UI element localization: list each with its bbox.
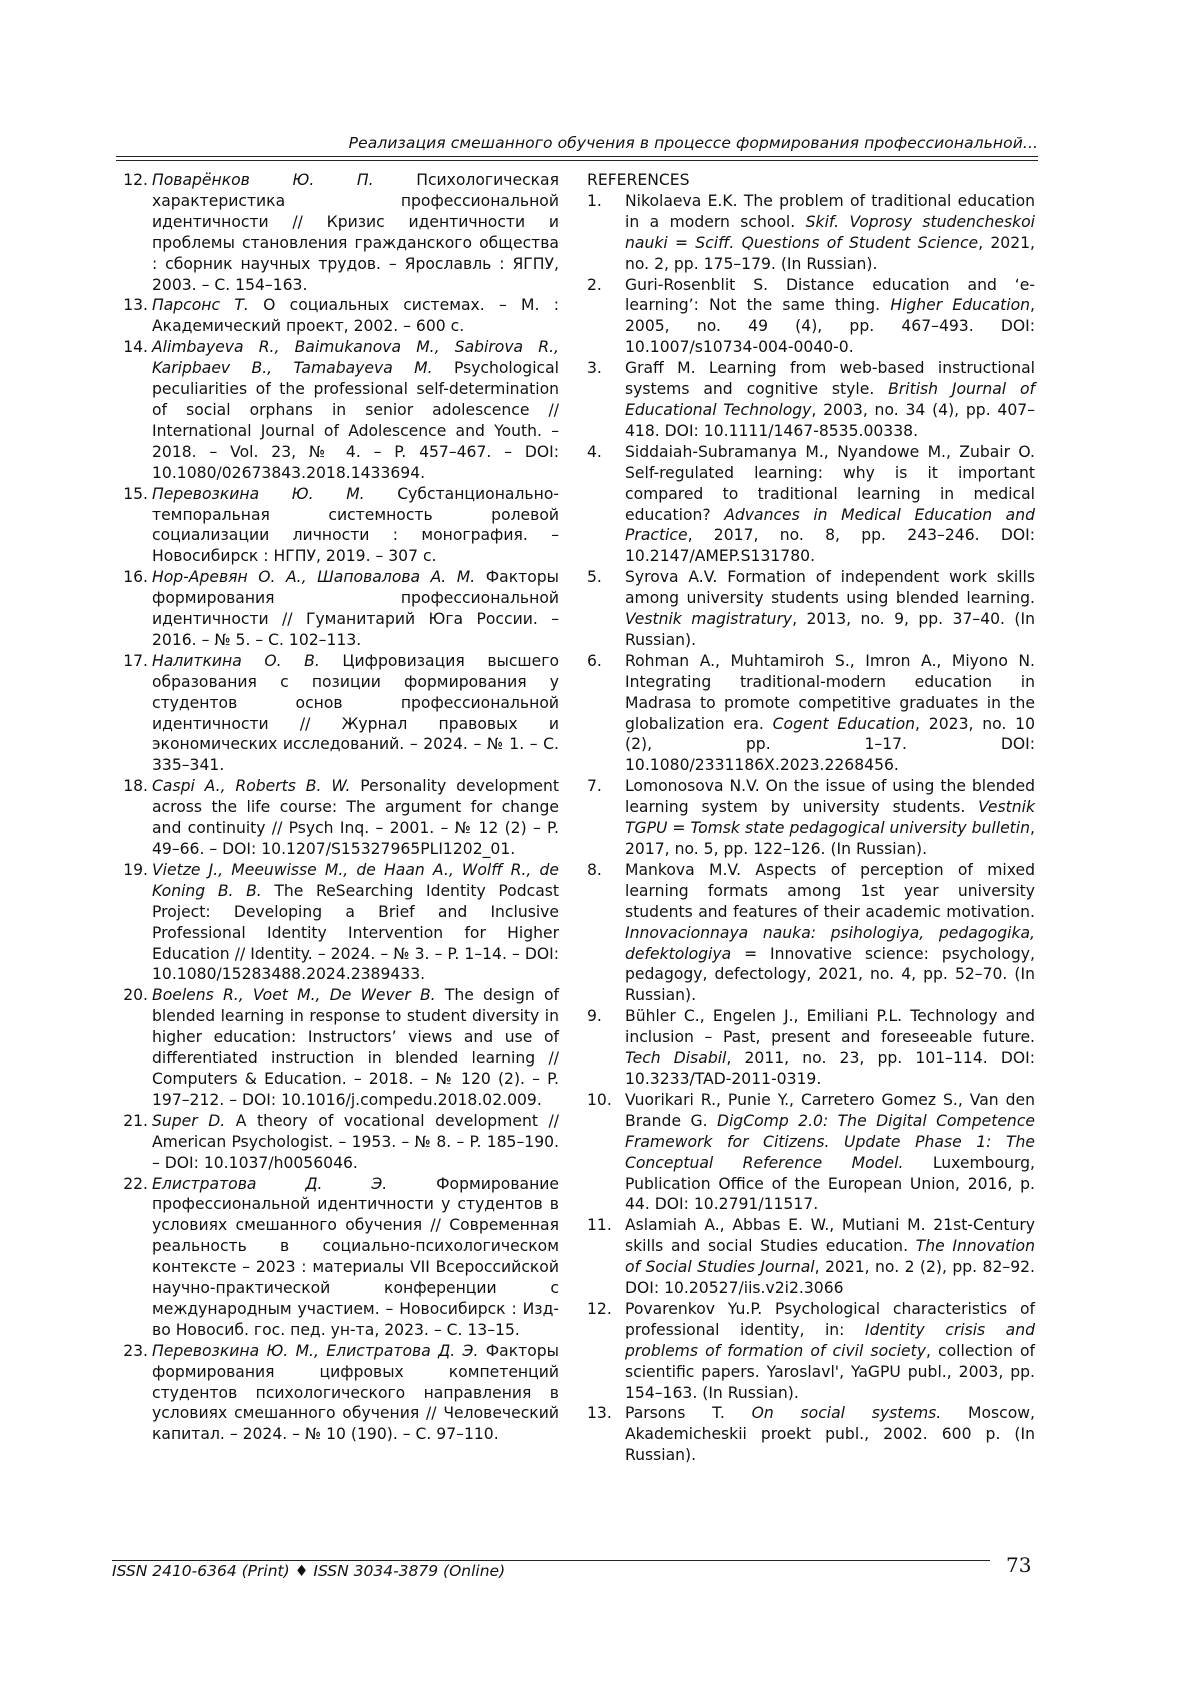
- reference-authors: Налиткина О. В.: [152, 651, 320, 670]
- reference-text: , collection of scientific papers. Yaroslavl', YaGPU publ., 2003, pp. 154–163. (In Russian).: [625, 1341, 1035, 1402]
- reference-text: Moscow, Akademicheskii proekt publ., 2002. 600 p. (In Russian).: [625, 1404, 1035, 1465]
- reference-number: 20.: [123, 986, 148, 1005]
- reference-item: [112, 1174, 559, 1341]
- reference-text: A theory of vocational development // American Psychologist. – 1953. – № 8. – P. 185–190. – DOI: 10.1037/h0056046.: [152, 1111, 559, 1172]
- header-rule: [116, 156, 1038, 161]
- reference-text: , 2005, no. 49 (4), pp. 467–493. DOI: 10.1007/s10734-004-0040-0.: [625, 296, 1036, 357]
- reference-number: 14.: [123, 338, 148, 357]
- reference-item: [587, 358, 1035, 442]
- reference-authors: Нор-Аревян О. А., Шаповалова А. М.: [152, 568, 476, 587]
- reference-item: [112, 985, 559, 1110]
- reference-number: 13.: [587, 1404, 612, 1423]
- reference-authors: Alimbayeva R., Baimukanova M., Sabirova R., Karipbaev B., Tamabayeva M.: [152, 338, 559, 378]
- reference-source-title: DigComp 2.0: The Digital Competence Framework for Citizens. Update Phase 1: The Conceptual Reference Model.: [625, 1111, 1035, 1172]
- reference-number: 4.: [587, 442, 602, 461]
- reference-source-title: Skif. Voprosy studencheskoi nauki = Sciff. Questions of Student Science: [625, 212, 1036, 252]
- reference-number: 13.: [123, 296, 148, 315]
- reference-text: Aslamiah A., Abbas E. W., Mutiani M. 21st-Century skills and social Studies education.: [625, 1216, 1035, 1256]
- reference-number: 11.: [587, 1216, 612, 1235]
- reference-source-title: Advances in Medical Education and Practice: [625, 505, 1036, 545]
- reference-number: 7.: [587, 777, 602, 796]
- reference-item: [112, 1111, 559, 1174]
- reference-text: Graff M. Learning from web-based instructional systems and cognitive style.: [625, 359, 1035, 399]
- reference-text: Povarenkov Yu.P. Psychological characteristics of professional identity, in:: [625, 1299, 1035, 1339]
- reference-text: Факторы формирования профессиональной идентичности // Гуманитарий Юга России. – 2016. – № 5. – С. 102–113.: [152, 568, 559, 649]
- reference-source-title: The Innovation of Social Studies Journal: [625, 1237, 1035, 1277]
- reference-text: The design of blended learning in response to student diversity in higher education: Instructors’ views and use of differentiated instruction in blended learning // Computers & Education. – 2018. – № 120 (2). – P. 197–212. – DOI: 10.1016/j.compedu.2018.02.009.: [152, 986, 559, 1109]
- reference-text: Психологическая характеристика профессиональной идентичности // Кризис идентичности и проблемы становления гражданского общества : сборник научных трудов. – Ярославль : ЯГПУ, 2003. – С. 154–163.: [152, 171, 559, 294]
- reference-number: 12.: [123, 171, 148, 189]
- reference-text: Формирование профессиональной идентичности у студентов в условиях смешанного обучения // Современная реальность в социально-психологическом контексте – 2023 : материалы VII Всероссийской научно-практической конференции с международным участием. – Новосибирск : Изд-во Новосиб. гос. пед. ун-та, 2023. – С. 13–15.: [152, 1174, 560, 1339]
- reference-number: 12.: [587, 1299, 612, 1318]
- english-reference-list: [587, 191, 1035, 1466]
- issn-footer: ISSN 2410-6364 (Print) ♦ ISSN 3034-3879 (Online): [112, 1562, 506, 1580]
- reference-text: , 2017, no. 8, pp. 243–246. DOI: 10.2147/AMEP.S131780.: [625, 526, 1035, 566]
- left-reference-list: [112, 170, 559, 1445]
- reference-source-title: Vestnik magistratury: [625, 610, 793, 629]
- reference-item: [112, 1341, 559, 1446]
- reference-item: [112, 776, 559, 860]
- reference-number: 1.: [587, 191, 602, 210]
- reference-authors: Vietze J., Meeuwisse M., de Haan A., Wolff R., de Koning B. B.: [152, 860, 559, 900]
- reference-text: Personality development across the life course: The argument for change and continuity // Psych Inq. – 2001. – № 12 (2) – P. 49–66. – DOI: 10.1207/S15327965PLI1202_01.: [152, 777, 559, 858]
- reference-source-title: Tech Disabil: [625, 1049, 727, 1068]
- reference-text: Siddaiah-Subramanya M., Nyandowe M., Zubair O. Self-regulated learning: why is it important compared to traditional learning in medical education?: [625, 442, 1035, 524]
- reference-authors: Перевозкина Ю. М.: [152, 484, 365, 503]
- reference-number: 19.: [123, 860, 148, 879]
- reference-item: [587, 442, 1035, 567]
- reference-item: [587, 1299, 1035, 1404]
- reference-item: [587, 776, 1035, 860]
- reference-text: Vuorikari R., Punie Y., Carretero Gomez S., Van den Brande G.: [625, 1090, 1035, 1130]
- reference-item: [587, 1006, 1035, 1090]
- reference-source-title: Higher Education: [890, 296, 1031, 315]
- reference-text: Guri-Rosenblit S. Distance education and ‘e-learning’: Not the same thing.: [625, 275, 1035, 315]
- reference-text: , 2021, no. 2 (2), pp. 82–92. DOI: 10.20527/iis.v2i2.3066: [625, 1258, 1036, 1298]
- reference-text: , 2013, no. 9, pp. 37–40. (In Russian).: [625, 610, 1035, 649]
- reference-text: Цифровизация высшего образования с позиции формирования у студентов основ профессиональной идентичности // Журнал правовых и экономических исследований. – 2024. – № 1. – С. 335–341.: [152, 651, 559, 775]
- reference-authors: Перевозкина Ю. М., Елистратова Д. Э.: [152, 1341, 479, 1360]
- reference-number: 22.: [123, 1174, 148, 1193]
- reference-item: [112, 170, 559, 295]
- reference-item: [587, 567, 1035, 651]
- reference-authors: Boelens R., Voet M., De Wever B.: [152, 986, 436, 1005]
- reference-text: , 2017, no. 5, pp. 122–126. (In Russian).: [625, 819, 1035, 858]
- reference-number: 9.: [587, 1007, 602, 1026]
- reference-authors: Елистратова Д. Э.: [152, 1174, 388, 1193]
- reference-text: Nikolaeva E.K. The problem of traditional education in a modern school.: [625, 191, 1035, 231]
- reference-number: 16.: [123, 568, 148, 587]
- reference-item: [112, 337, 559, 483]
- reference-authors: Caspi A., Roberts B. W.: [152, 777, 351, 796]
- reference-source-title: Cogent Education: [772, 714, 916, 733]
- reference-text: Факторы формирования цифровых компетенций студентов психологического направления в условиях смешанного обучения // Человеческий капитал. – 2024. – № 10 (190). – С. 97–110.: [152, 1341, 559, 1444]
- reference-item: [587, 191, 1035, 275]
- reference-text: , 2003, no. 34 (4), pp. 407–418. DOI: 10.1111/1467-8535.00338.: [625, 400, 1035, 440]
- reference-text: , 2023, no. 10 (2), pp. 1–17. DOI: 10.1080/2331186X.2023.2268456.: [625, 714, 1036, 775]
- reference-text: = Innovative science: psychology, pedagogy, defectology, 2021, no. 4, pp. 52–70. (In Russian).: [625, 944, 1035, 1005]
- reference-text: , 2021, no. 2, pp. 175–179. (In Russian).: [625, 233, 1035, 273]
- reference-text: Lomonosova N.V. On the issue of using the blended learning system by university students.: [625, 777, 1035, 817]
- reference-number: 15.: [123, 484, 148, 503]
- reference-item: [112, 484, 559, 568]
- page-number: 73: [1006, 1553, 1032, 1577]
- reference-text: , 2011, no. 23, pp. 101–114. DOI: 10.3233/TAD-2011-0319.: [625, 1049, 1035, 1088]
- reference-authors: Парсонс Т.: [152, 296, 249, 315]
- reference-text: Rohman A., Muhtamiroh S., Imron A., Miyono N. Integrating traditional-modern education in Madrasa to promote competitive graduates in the globalization era.: [625, 651, 1035, 733]
- reference-number: 6.: [587, 651, 602, 670]
- reference-number: 2.: [587, 275, 602, 294]
- reference-source-title: Innovacionnaya nauka: psihologiya, pedagogika, defektologiya: [625, 923, 1035, 963]
- reference-text: Syrova A.V. Formation of independent work skills among university students using blended learning.: [625, 568, 1035, 608]
- reference-authors: Super D.: [152, 1111, 226, 1130]
- reference-text: Bühler C., Engelen J., Emiliani P.L. Technology and inclusion – Past, present and foreseeable future.: [625, 1007, 1035, 1047]
- reference-item: [112, 860, 559, 985]
- reference-number: 17.: [123, 651, 148, 670]
- reference-item: [112, 567, 559, 651]
- reference-number: 18.: [123, 777, 148, 796]
- running-head: Реализация смешанного обучения в процессе формирования профессиональной...: [348, 134, 1038, 152]
- reference-text: Parsons T.: [625, 1404, 752, 1423]
- reference-item: [112, 651, 559, 776]
- reference-source-title: British Journal of Educational Technology: [625, 380, 1035, 419]
- reference-item: [587, 1090, 1035, 1215]
- reference-number: 21.: [123, 1111, 148, 1130]
- reference-item: [587, 860, 1035, 1006]
- reference-source-title: On social systems.: [751, 1404, 942, 1423]
- reference-text: Субстанционально-темпоральная системность ролевой социализации личности : монография. – Новосибирск : НГПУ, 2019. – 307 с.: [152, 484, 559, 566]
- left-column: [112, 170, 559, 1445]
- reference-text: Psychological peculiarities of the professional self-determination of social orphans in senior adolescence // International Journal of Adolescence and Youth. – 2018. – Vol. 23, № 4. – P. 457–467. – DOI: 10.1080/02673843.2018.1433694.: [152, 359, 559, 482]
- reference-authors: Поварёнков Ю. П.: [152, 171, 374, 189]
- reference-item: [587, 1403, 1035, 1466]
- reference-number: 3.: [587, 359, 602, 378]
- reference-number: 23.: [123, 1341, 148, 1360]
- reference-item: [587, 1215, 1035, 1299]
- references-heading: REFERENCES: [587, 171, 690, 189]
- footer-rule: [112, 1560, 990, 1561]
- reference-number: 10.: [587, 1090, 612, 1109]
- reference-number: 8.: [587, 860, 602, 879]
- reference-number: 5.: [587, 568, 602, 587]
- reference-text: Luxembourg, Publication Office of the European Union, 2016, p. 44. DOI: 10.2791/11517.: [625, 1153, 1035, 1214]
- right-column: [587, 170, 1035, 1466]
- reference-source-title: Vestnik TGPU = Tomsk state pedagogical university bulletin: [625, 798, 1035, 838]
- reference-text: О социальных системах. – М. : Академический проект, 2002. – 600 с.: [152, 296, 559, 336]
- reference-text: Mankova M.V. Aspects of perception of mixed learning formats among 1st year university students and features of their academic motivation.: [625, 860, 1035, 921]
- reference-item: [112, 295, 559, 337]
- reference-text: The ReSearching Identity Podcast Project: Developing a Brief and Inclusive Professional Identity Intervention for Higher Education // Identity. – 2024. – № 3. – P. 1–14. – DOI: 10.1080/15283488.2024.2389433.: [152, 881, 559, 984]
- reference-item: [587, 275, 1035, 359]
- reference-item: [587, 651, 1035, 776]
- reference-source-title: Identity crisis and problems of formation of civil society: [625, 1320, 1035, 1360]
